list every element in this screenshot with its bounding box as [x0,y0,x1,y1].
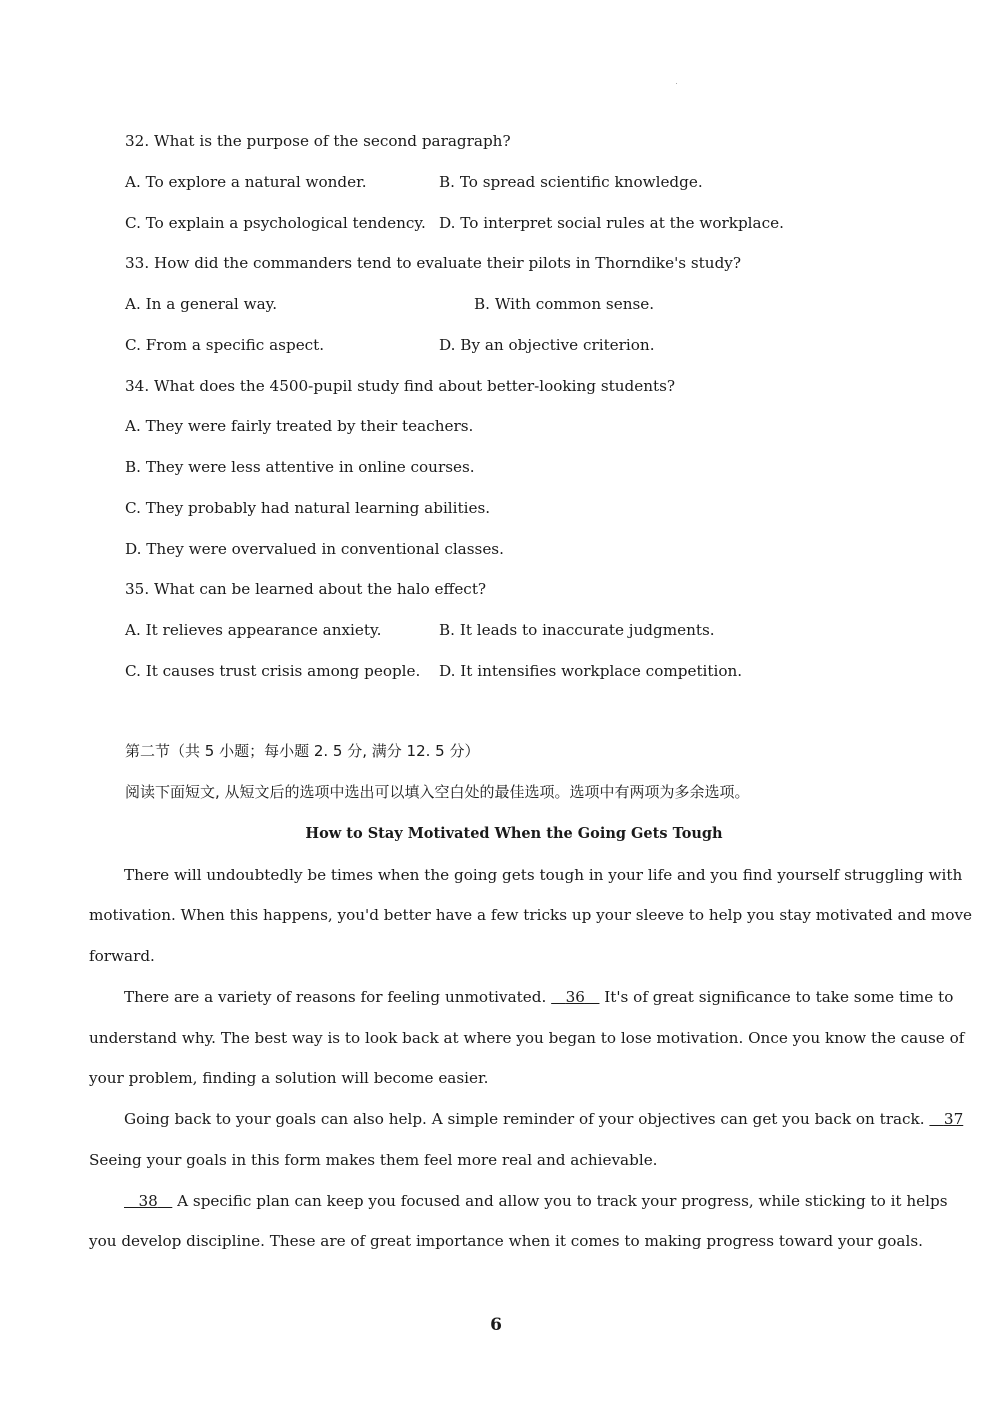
paragraph-2-text-b: It's of great significance to take some time to [604,988,954,1006]
page-number: 6 [490,1315,502,1335]
question-32-stem: 32. What is the purpose of the second paragraph? [125,132,511,150]
paragraph-3-text-a: Going back to your goals can also help. A simple reminder of your objectives can get you back on track. [124,1110,925,1128]
question-34-option-b: B. They were less attentive in online courses. [125,458,475,476]
blank-36 [551,988,599,1006]
question-33-option-b: B. With common sense. [474,295,655,313]
blank-38-number: 38 [138,1192,158,1210]
paragraph-3-line-2: Seeing your goals in this form makes them feel more real and achievable. [89,1151,658,1169]
question-34-option-a: A. They were fairly treated by their teachers. [125,417,474,435]
blank-38 [124,1192,172,1210]
question-35-option-d: D. It intensifies workplace competition. [439,662,743,680]
blank-36-number: 36 [565,988,585,1006]
question-32-option-b: B. To spread scientific knowledge. [439,173,703,191]
question-33-stem: 33. How did the commanders tend to evaluate their pilots in Thorndike's study? [125,254,742,272]
question-35-option-b: B. It leads to inaccurate judgments. [439,621,715,639]
question-33-option-a: A. In a general way. [125,295,278,313]
section-instruction: 阅读下面短文, 从短文后的选项中选出可以填入空白处的最佳选项。选项中有两项为多余选项。 [125,783,750,801]
paragraph-1-line-1: There will undoubtedly be times when the going gets tough in your life and you find yourself struggling with [124,866,963,884]
paragraph-4-text-a: A specific plan can keep you focused and allow you to track your progress, while sticking to it helps [177,1192,948,1210]
paragraph-2-line-1 [124,988,954,1006]
paragraph-3-line-1 [124,1110,964,1128]
paragraph-4-line-2: you develop discipline. These are of great importance when it comes to making progress toward your goals. [89,1232,923,1250]
section-heading: 第二节（共 5 小题；每小题 2. 5 分, 满分 12. 5 分） [125,742,480,760]
question-32-option-a: A. To explore a natural wonder. [125,173,367,191]
scan-speck [676,83,677,84]
question-35-stem: 35. What can be learned about the halo effect? [125,580,487,598]
question-34-option-d: D. They were overvalued in conventional classes. [125,540,504,558]
paragraph-2-line-2: understand why. The best way is to look back at where you began to lose motivation. Once you know the cause of [89,1029,965,1047]
paragraph-2-line-3: your problem, finding a solution will become easier. [89,1069,489,1087]
question-33-option-d: D. By an objective criterion. [439,336,655,354]
question-32-option-d: D. To interpret social rules at the workplace. [439,214,784,232]
blank-37 [929,1110,963,1128]
paragraph-4-line-1 [124,1192,948,1210]
blank-37-number: 37 [943,1110,964,1128]
question-32-option-c: C. To explain a psychological tendency. [125,214,426,232]
question-34-option-c: C. They probably had natural learning abilities. [125,499,491,517]
question-34-stem: 34. What does the 4500-pupil study find about better-looking students? [125,377,676,395]
paragraph-1-line-3: forward. [89,947,155,965]
paragraph-2-text-a: There are a variety of reasons for feeling unmotivated. [124,988,547,1006]
question-35-option-a: A. It relieves appearance anxiety. [125,621,382,639]
question-33-option-c: C. From a specific aspect. [125,336,325,354]
question-35-option-c: C. It causes trust crisis among people. [125,662,421,680]
paragraph-1-line-2: motivation. When this happens, you'd better have a few tricks up your sleeve to help you stay motivated and move [89,906,973,924]
passage-title: How to Stay Motivated When the Going Gets Tough [305,825,723,842]
